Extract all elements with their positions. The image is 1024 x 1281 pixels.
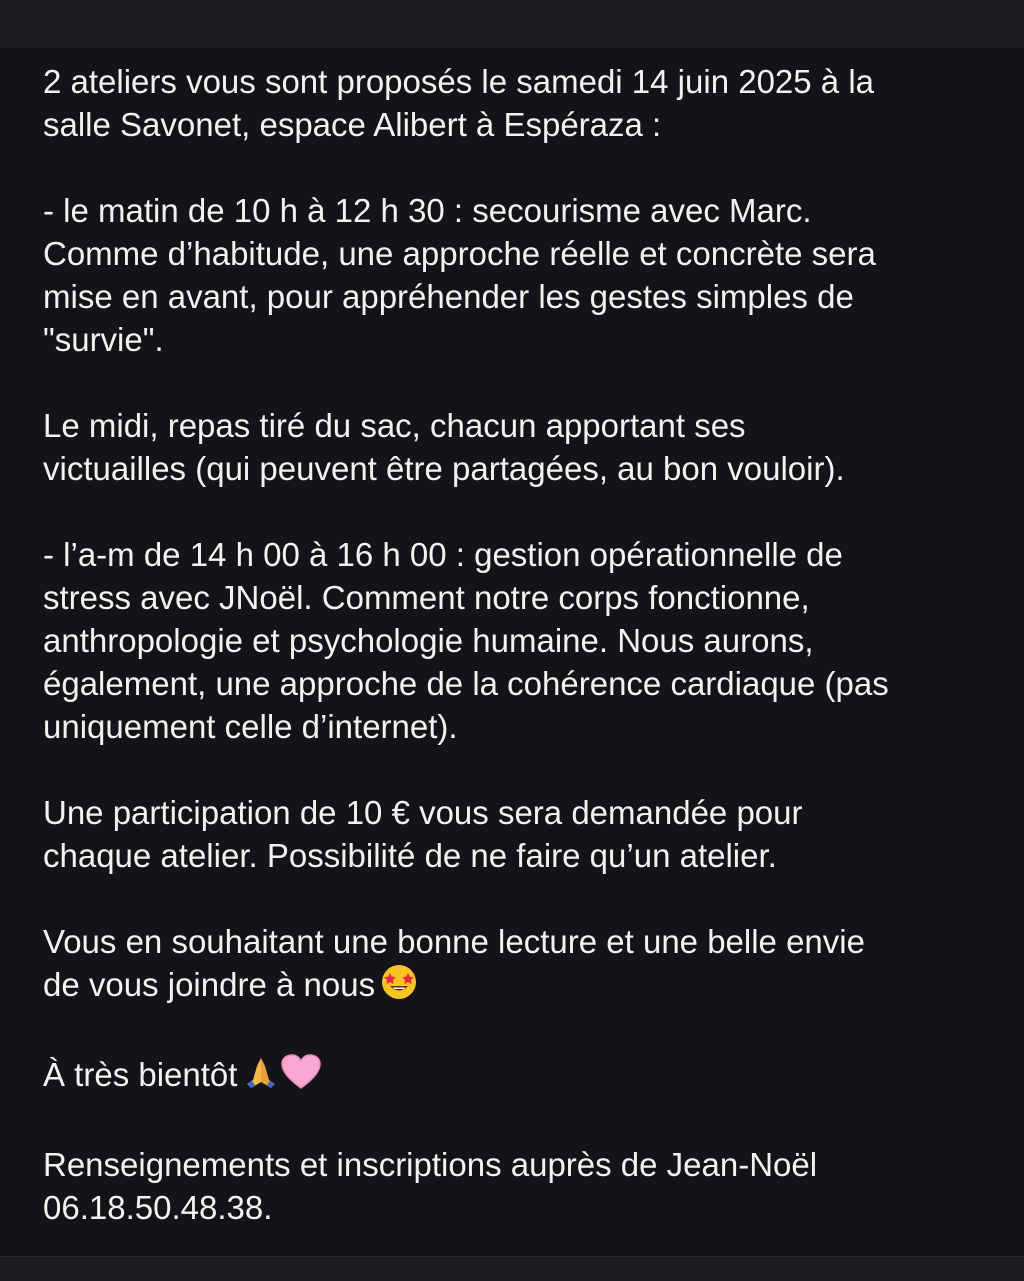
message-body (43, 60, 983, 1272)
text-line: salle Savonet, espace Alibert à Espéraza : (43, 106, 662, 143)
goodbye-paragraph (43, 1053, 983, 1100)
morning-workshop-paragraph (43, 189, 983, 361)
closing-paragraph (43, 920, 983, 1010)
text-line-with-emoji (43, 1053, 983, 1100)
text-line: Renseignements et inscriptions auprès de Jean-Noël (43, 1146, 818, 1183)
text-line: anthropologie et psychologie humaine. Nous aurons, (43, 622, 814, 659)
pink-heart-emoji-icon (281, 1054, 321, 1100)
text-line: Vous en souhaitant une bonne lecture et une belle envie (43, 923, 865, 960)
text-line: uniquement celle d’internet). (43, 708, 458, 745)
text-line: stress avec JNoël. Comment notre corps fonctionne, (43, 579, 810, 616)
text-line-with-emoji (43, 963, 983, 1010)
folded-hands-emoji-icon (243, 1054, 279, 1100)
lunch-paragraph (43, 404, 983, 490)
text-line: mise en avant, pour appréhender les gestes simples de (43, 278, 854, 315)
price-paragraph (43, 791, 983, 877)
top-bar (0, 0, 1024, 48)
text-line: À très bientôt (43, 1056, 238, 1093)
text-line: 2 ateliers vous sont proposés le samedi 14 juin 2025 à la (43, 63, 875, 100)
text-line: "survie". (43, 321, 164, 358)
text-line: - le matin de 10 h à 12 h 30 : secourisme avec Marc. (43, 192, 812, 229)
text-line: victuailles (qui peuvent être partagées, au bon vouloir). (43, 450, 845, 487)
afternoon-workshop-paragraph (43, 533, 983, 748)
star-struck-emoji-icon (381, 964, 417, 1010)
phone-number[interactable]: 06.18.50.48.38. (43, 1189, 273, 1226)
text-line: de vous joindre à nous (43, 966, 376, 1003)
text-line: - l’a-m de 14 h 00 à 16 h 00 : gestion opérationnelle de (43, 536, 843, 573)
text-line: chaque atelier. Possibilité de ne faire qu’un atelier. (43, 837, 777, 874)
text-line: Le midi, repas tiré du sac, chacun apportant ses (43, 407, 746, 444)
contact-paragraph (43, 1143, 983, 1229)
text-line: Comme d’habitude, une approche réelle et concrète sera (43, 235, 876, 272)
text-line: également, une approche de la cohérence cardiaque (pas (43, 665, 889, 702)
text-line: Une participation de 10 € vous sera demandée pour (43, 794, 803, 831)
bottom-bar (0, 1256, 1024, 1281)
intro-paragraph (43, 60, 983, 146)
